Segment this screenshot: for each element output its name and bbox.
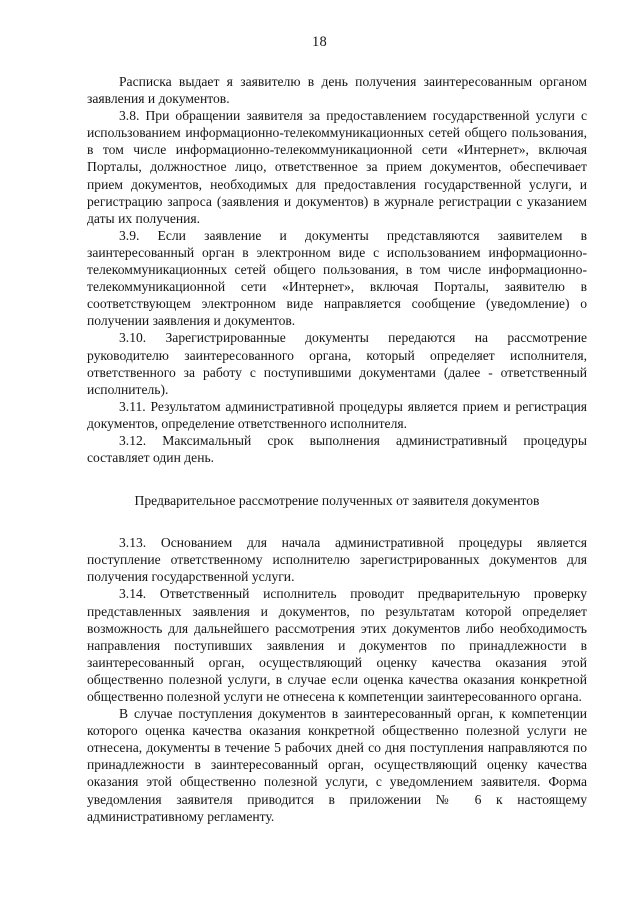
paragraph-3-9: 3.9. Если заявление и документы представляются заявителем в заинтересованный орган в электронном виде с использованием информационно-телекоммуникационных сетей общего пользования, в том числе информационно-телекоммуникационной сети «Интернет», включая Порталы, заявителю в соответствующем электронном виде направляется сообщение (уведомление) о получении заявления и документов. bbox=[87, 227, 587, 329]
section-heading: Предварительное рассмотрение полученных от заявителя документов bbox=[134, 493, 540, 509]
document-body bbox=[87, 73, 587, 825]
paragraph-3-12: 3.12. Максимальный срок выполнения административный процедуры составляет один день. bbox=[87, 432, 587, 466]
paragraph-3-11: 3.11. Результатом административной процедуры является прием и регистрация документов, определение ответственного исполнителя. bbox=[87, 398, 587, 431]
page-number: 18 bbox=[312, 34, 327, 50]
paragraph-3-13: 3.13. Основанием для начала административной процедуры является поступление ответственному исполнителю зарегистрированных документов для получения государственной услуги. bbox=[87, 535, 587, 585]
paragraph-3-14: 3.14. Ответственный исполнитель проводит предварительную проверку представленных заявления и документов, по результатам которой определяет возможность для дальнейшего рассмотрения этих документов либо необходимость направления поступивших заявления и документов по принадлежности в заинтересованный орган, осуществляющий оценку качества оказания этой общественно полезной услуги, в случае если оценка качества оказания конкретной общественно полезной услуги не отнесена к компетенции заинтересованного органа. bbox=[87, 586, 587, 704]
paragraph-receipt: Расписка выдает я заявителю в день получения заинтересованным органом заявления и документов. bbox=[87, 74, 587, 107]
paragraph-forwarding: В случае поступления документов в заинтересованный орган, к компетенции которого оценка качества оказания конкретной общественно полезной услуги не отнесена, документы в течение 5 рабочих дней со дня поступления направляются по принадлежности в заинтересованный орган, осуществляющий оценку качества оказания этой общественно полезной услуги, с уведомлением заявителя. Форма уведомления заявителя приводится в приложении № 6 к настоящему административному регламенту. bbox=[87, 706, 587, 824]
paragraph-3-10: 3.10. Зарегистрированные документы передаются на рассмотрение руководителю заинтересованного органа, который определяет исполнителя, ответственного за работу с поступившими документами (далее - ответственный исполнитель). bbox=[87, 330, 587, 397]
paragraph-3-8: 3.8. При обращении заявителя за предоставлением государственной услуги с использованием информационно-телекоммуникационных сетей общего пользования, в том числе информационно-телекоммуникационной сети «Интернет», включая Порталы, должностное лицо, ответственное за прием документов, обеспечивает прием документов, необходимых для предоставления государственной услуги, и регистрацию запроса (заявления и документов) в журнале регистрации с указанием даты их получения. bbox=[87, 108, 587, 226]
